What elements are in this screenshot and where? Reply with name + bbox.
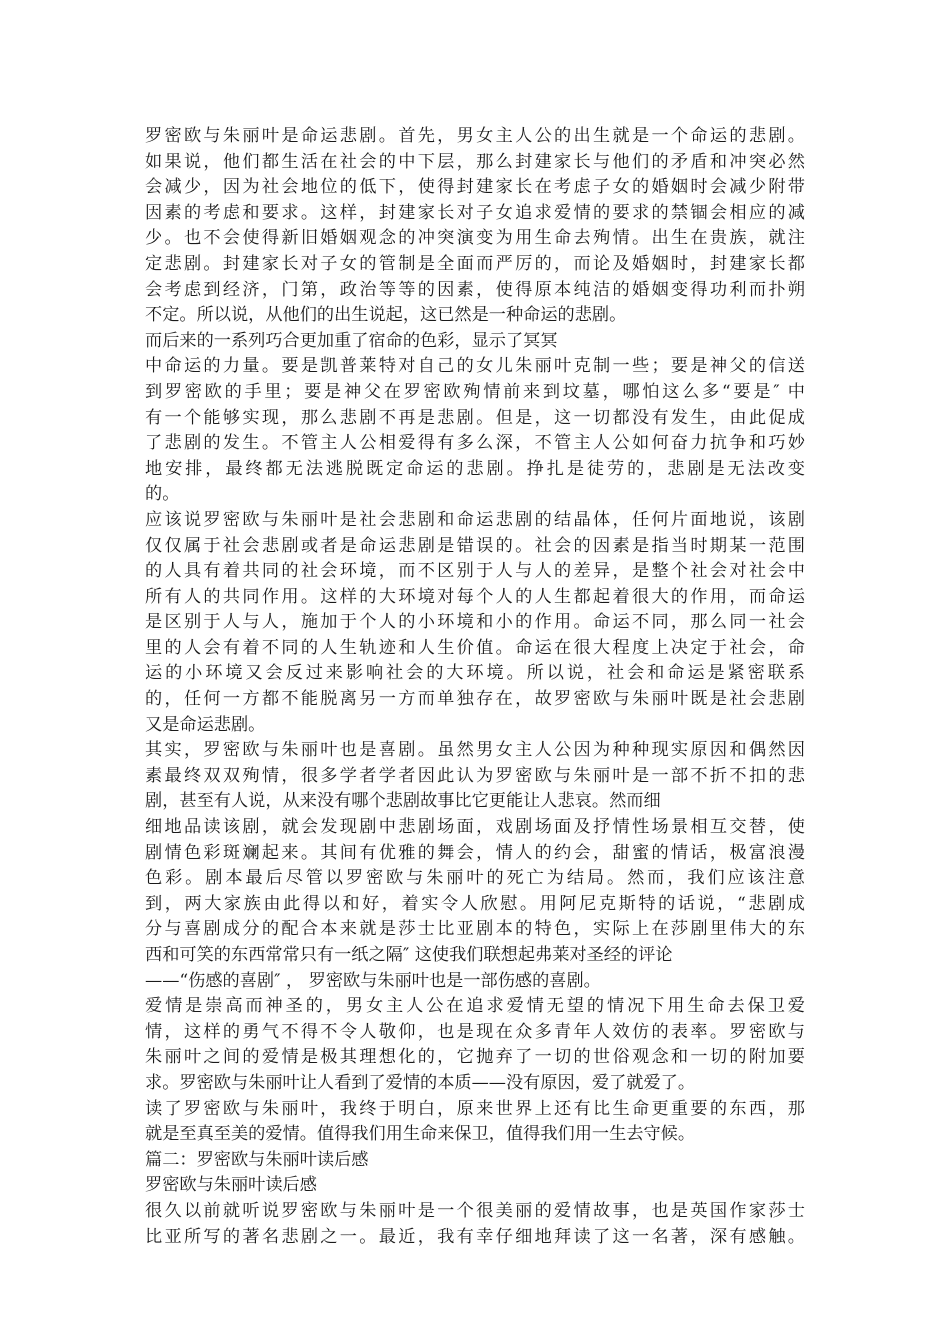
text-line: 罗密欧与朱丽叶是命运悲剧。首先，男女主人公的出生就是一个命运的悲剧。 <box>145 126 805 146</box>
text-line: 地安排，最终都无法逃脱既定命运的悲剧。挣扎是徒劳的，悲剧是无法改变 <box>145 458 805 479</box>
text-line: 少。也不会使得新旧婚姻观念的冲突演变为用生命去殉情。出生在贵族，就注 <box>145 228 805 249</box>
text-line: 中命运的力量。要是凯普莱特对自己的女儿朱丽叶克制一些；要是神父的信送 <box>145 356 805 377</box>
text-line: 朱丽叶之间的爱情是极其理想化的，它抛弃了一切的世俗观念和一切的附加要 <box>145 1047 805 1068</box>
section-heading: 篇二：罗密欧与朱丽叶读后感 <box>145 1149 369 1170</box>
text-line: 细地品读该剧，就会发现剧中悲剧场面，戏剧场面及抒情性场景相互交替，使 <box>145 817 805 838</box>
text-line: 会减少，因为社会地位的低下，使得封建家长在考虑子女的婚姻时会减少附带 <box>145 177 805 198</box>
text-line: 情，这样的勇气不得不令人敬仰，也是现在众多青年人效仿的表率。罗密欧与 <box>145 1021 805 1042</box>
text-line: 读了罗密欧与朱丽叶，我终于明白，原来世界上还有比生命更重要的东西，那 <box>145 1098 805 1119</box>
text-line: 里的人会有着不同的人生轨迹和人生价值。命运在很大程度上决定于社会，命 <box>145 637 805 658</box>
text-line: 剧，甚至有人说，从来没有哪个悲剧故事比它更能让人悲哀。然而细 <box>145 791 661 812</box>
text-line: 应该说罗密欧与朱丽叶是社会悲剧和命运悲剧的结晶体，任何片面地说，该剧 <box>145 509 805 530</box>
text-line: 比亚所写的著名悲剧之一。最近，我有幸仔细地拜读了这一名著，深有感触。 <box>145 1226 805 1247</box>
text-line: 仅仅属于社会悲剧或者是命运悲剧是错误的。社会的因素是指当时期某一范围 <box>145 535 805 556</box>
text-line: 求。罗密欧与朱丽叶让人看到了爱情的本质——没有原因，爱了就爱了。 <box>145 1072 696 1093</box>
text-line: 而后来的一系列巧合更加重了宿命的色彩，显示了冥冥 <box>145 330 558 351</box>
document-page <box>145 124 805 1250</box>
article-title: 罗密欧与朱丽叶读后感 <box>145 1175 317 1196</box>
text-line: 色彩。剧本最后尽管以罗密欧与朱丽叶的死亡为结局。然而，我们应该注意 <box>145 868 805 889</box>
text-line: 又是命运悲剧。 <box>145 714 266 735</box>
text-line: 的。 <box>145 484 180 505</box>
text-line: 运的小环境又会反过来影响社会的大环境。所以说，社会和命运是紧密联系 <box>145 663 805 684</box>
text-line: 所有人的共同作用。这样的大环境对每个人的人生都起着很大的作用，而命运 <box>145 586 805 607</box>
text-line: 定悲剧。封建家长对子女的管制是全面而严厉的，而论及婚姻时，封建家长都 <box>145 253 805 274</box>
text-line: ——“伤感的喜剧″ ， 罗密欧与朱丽叶也是一部伤感的喜剧。 <box>145 970 601 991</box>
text-line: 的人具有着共同的社会环境，而不区别于人与人的差异，是整个社会对社会中 <box>145 561 805 582</box>
text-line: 因素的考虑和要求。这样，封建家长对子女追求爱情的要求的禁锢会相应的减 <box>145 202 805 223</box>
text-line: 不定。所以说，从他们的出生说起，这已然是一种命运的悲剧。 <box>145 305 627 326</box>
text-line: 素最终双双殉情，很多学者学者因此认为罗密欧与朱丽叶是一部不折不扣的悲 <box>145 765 805 786</box>
text-line: 了悲剧的发生。不管主人公相爱得有多么深，不管主人公如何奋力抗争和巧妙 <box>145 433 805 454</box>
text-line: 是区别于人与人，施加于个人的小环境和小的作用。命运不同，那么同一社会 <box>145 612 805 633</box>
text-line: 西和可笑的东西常常只有一纸之隔″ 这使我们联想起弗莱对圣经的评论 <box>145 945 673 965</box>
text-line: 就是至真至美的爱情。值得我们用生命来保卫，值得我们用一生去守候。 <box>145 1124 696 1145</box>
text-line: 的，任何一方都不能脱离另一方而单独存在，故罗密欧与朱丽叶既是社会悲剧 <box>145 689 805 710</box>
text-line: 如果说，他们都生活在社会的中下层，那么封建家长与他们的矛盾和冲突必然 <box>145 151 805 172</box>
text-line: 到，两大家族由此得以和好，着实令人欣慰。用阿尼克斯特的话说，“悲剧成 <box>145 893 805 914</box>
text-line: 会考虑到经济，门第，政治等等的因素，使得原本纯洁的婚姻变得功利而扑朔 <box>145 279 805 300</box>
text-line: 剧情色彩斑斓起来。其间有优雅的舞会，情人的约会，甜蜜的情话，极富浪漫 <box>145 842 805 863</box>
text-line: 很久以前就听说罗密欧与朱丽叶是一个很美丽的爱情故事，也是英国作家莎士 <box>145 1200 805 1221</box>
text-line: 有一个能够实现，那么悲剧不再是悲剧。但是，这一切都没有发生，由此促成 <box>145 407 805 428</box>
text-line: 其实，罗密欧与朱丽叶也是喜剧。虽然男女主人公因为种种现实原因和偶然因 <box>145 740 805 761</box>
text-line: 爱情是崇高而神圣的，男女主人公在追求爱情无望的情况下用生命去保卫爱 <box>145 996 805 1017</box>
text-line: 分与喜剧成分的配合本来就是莎士比亚剧本的特色，实际上在莎剧里伟大的东 <box>145 919 805 940</box>
text-line: 到罗密欧的手里；要是神父在罗密欧殉情前来到坟墓，哪怕这么多“要是″ 中 <box>145 381 805 402</box>
